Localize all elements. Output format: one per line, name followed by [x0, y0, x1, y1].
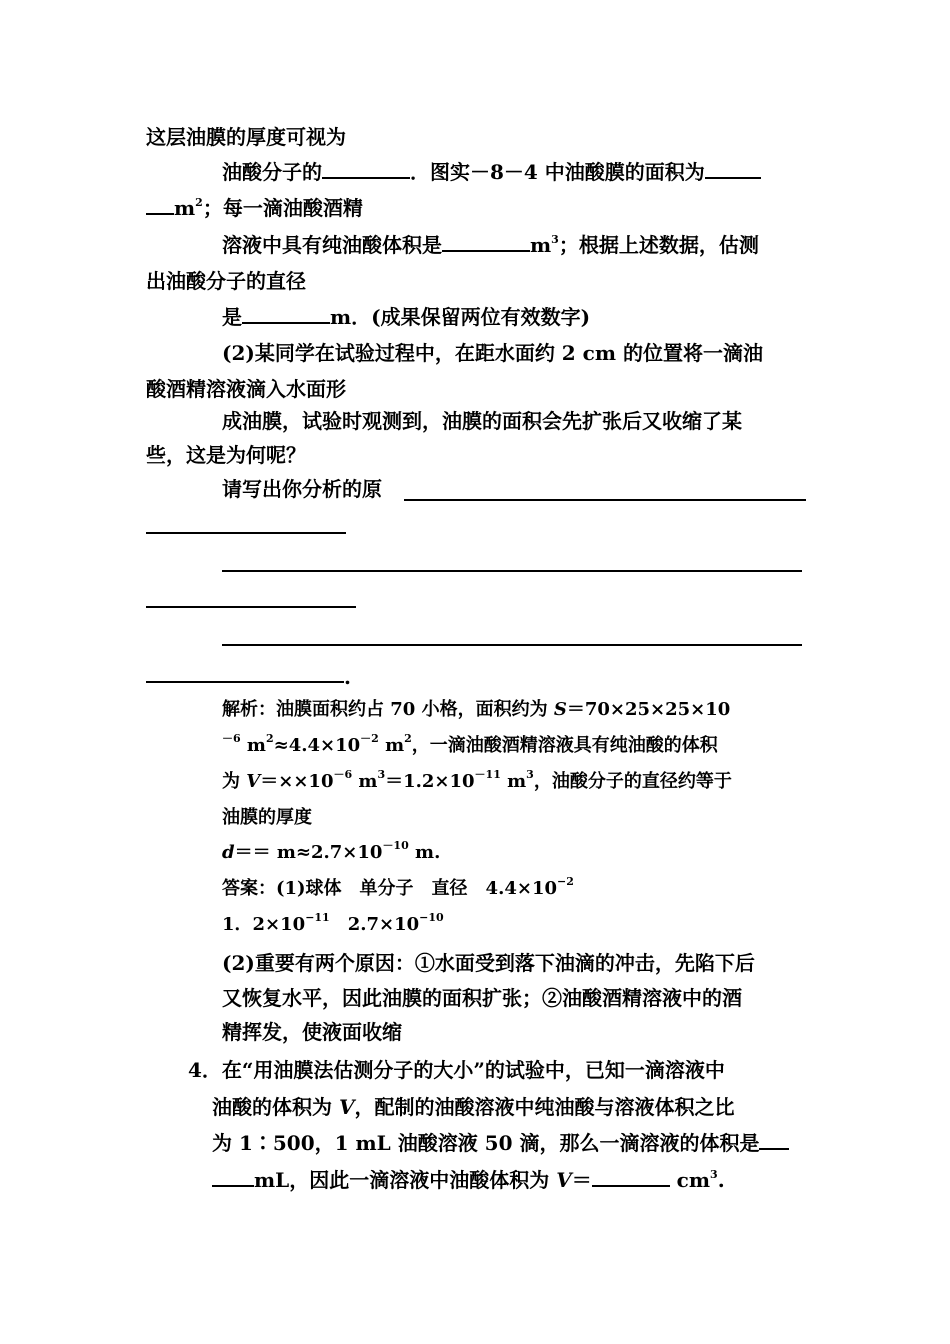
answer-blank[interactable] — [322, 159, 410, 179]
q3-line-9: 成油膜，试验时观测到，油膜的面积会先扩张后又收缩了某 — [222, 409, 742, 433]
analysis-line-2: $^{-6}$ $m^2\approx 4.4\times 10^{-2}$ $m^2$，一滴油酸酒精溶液具有纯油酸的体积 — [222, 732, 718, 756]
answer-blank[interactable] — [212, 1167, 254, 1187]
q3-line-4: 溶液中具有纯油酸体积是 $m^3$；根据上述数据，估测 — [222, 233, 759, 257]
q3-line-5: 出油酸分子的直径 — [146, 269, 306, 293]
analysis-line-5: $d== m\approx 2.7\times 10^{-10}$ m. — [222, 839, 441, 863]
q4-line-3: 为 1∶500，1 mL 油酸溶液 50 滴，那么一滴溶液的体积是 — [212, 1130, 789, 1156]
answer-line[interactable] — [146, 681, 344, 683]
answer-line[interactable] — [146, 606, 356, 608]
answer-blank[interactable] — [242, 304, 330, 324]
q3-line-10: 些，这是为何呢？ — [146, 443, 306, 467]
answer-line[interactable] — [404, 499, 806, 501]
q4-line-4: mL，因此一滴溶液中油酸体积为 $V= cm^3$. — [212, 1167, 725, 1193]
answer-line[interactable] — [222, 570, 802, 572]
answer-blank[interactable] — [759, 1130, 789, 1150]
q3-line-1: 这层油膜的厚度可视为 — [146, 125, 346, 149]
answer-line[interactable] — [222, 644, 802, 646]
analysis-line-3: 为 $V=\times\times 10^{-6}$ $m^3=1.2\times 10^{-11}$ $m^3$，油酸分子的直径约等于 — [222, 768, 732, 792]
q3-line-7: (2)某同学在试验过程中，在距水面约 2 cm 的位置将一滴油 — [222, 341, 763, 365]
answer-line[interactable] — [146, 532, 346, 534]
q3-line-3: $m^2$；每一滴油酸酒精 — [146, 195, 363, 221]
analysis-line-4: 油膜的厚度 — [222, 807, 312, 828]
answer-blank[interactable] — [705, 159, 761, 179]
answer-line-2: 1．$2\times 10^{-11}$ $2.7\times 10^{-10}$ — [222, 911, 444, 935]
answer-blank[interactable] — [442, 232, 530, 252]
q3-line-8: 酸酒精溶液滴入水面形 — [146, 377, 346, 401]
answer-line-1: 答案：(1)球体 单分子 直径 $4.4\times 10^{-2}$ — [222, 875, 574, 899]
analysis-line-1: 解析：油膜面积约占 70 小格，面积约为 S＝70×25×25×10 — [222, 699, 731, 720]
q4-line-2: 油酸的体积为 V，配制的油酸溶液中纯油酸与溶液体积之比 — [212, 1095, 735, 1119]
answer-line-4: 又恢复水平，因此油膜的面积扩张；②油酸酒精溶液中的酒 — [222, 986, 742, 1010]
answer-blank[interactable] — [146, 195, 174, 215]
answer-blank[interactable] — [592, 1167, 670, 1187]
q3-line-6: 是 m．(成果保留两位有效数字) — [222, 305, 591, 329]
end-period: . — [344, 665, 351, 689]
answer-line-5: 精挥发，使液面收缩 — [222, 1020, 402, 1044]
answer-line-3: (2)重要有两个原因：①水面受到落下油滴的冲击，先陷下后 — [222, 951, 755, 975]
q4-line-1: 4．在“用油膜法估测分子的大小”的试验中，已知一滴溶液中 — [188, 1058, 725, 1082]
q3-line-2: 油酸分子的 ．图实－8－4 中油酸膜的面积为 — [222, 159, 761, 185]
q3-line-11: 请写出你分析的原 — [222, 477, 382, 501]
